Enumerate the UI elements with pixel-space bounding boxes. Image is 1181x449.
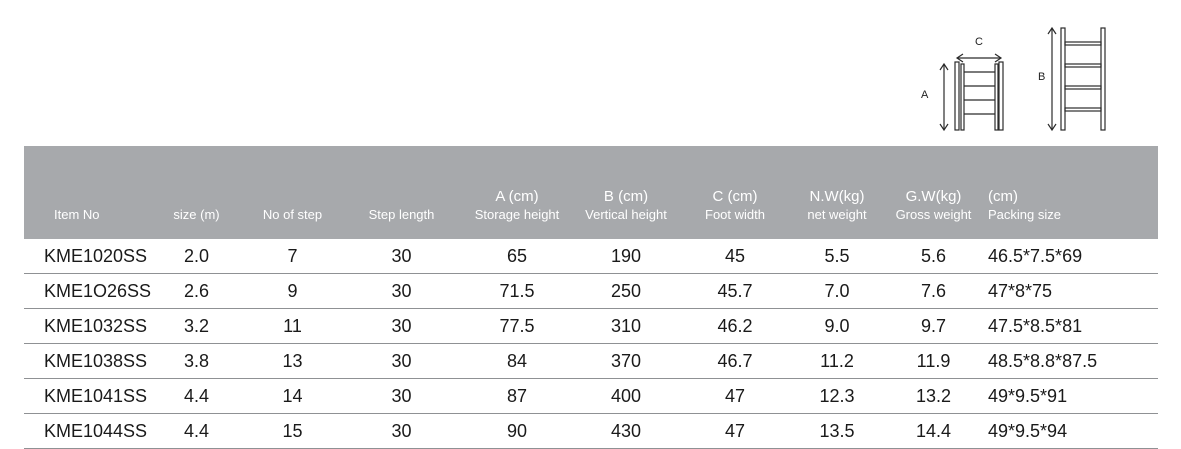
- header-item-no: Item No: [24, 146, 148, 239]
- table-row: [24, 239, 1158, 274]
- cell-storage-height: 71.5: [463, 274, 571, 309]
- cell-size: 4.4: [148, 414, 245, 449]
- cell-foot-width: 46.2: [681, 309, 789, 344]
- header-foot-width: C (cm) Foot width: [681, 146, 789, 239]
- open-step: [1065, 86, 1101, 89]
- header-size: size (m): [148, 146, 245, 239]
- cell-step-length: 30: [340, 414, 463, 449]
- cell-vertical-height: 310: [571, 309, 681, 344]
- cell-storage-height: 77.5: [463, 309, 571, 344]
- cell-vertical-height: 400: [571, 379, 681, 414]
- cell-vertical-height: 430: [571, 414, 681, 449]
- cell-steps: 11: [245, 309, 340, 344]
- cell-size: 3.2: [148, 309, 245, 344]
- table-row: [24, 344, 1158, 379]
- cell-vertical-height: 190: [571, 239, 681, 274]
- cell-item-no: KME1041SS: [24, 379, 148, 414]
- label-a: A: [921, 89, 929, 101]
- folded-rail-right: [999, 62, 1003, 130]
- cell-step-length: 30: [340, 344, 463, 379]
- cell-storage-height: 90: [463, 414, 571, 449]
- cell-net-weight: 5.5: [789, 239, 885, 274]
- header-step-length: Step length: [340, 146, 463, 239]
- ladder-diagram-svg: [915, 22, 1120, 134]
- folded-rail-left-inner: [961, 64, 964, 130]
- folded-rail-right-inner: [995, 64, 998, 130]
- cell-foot-width: 45: [681, 239, 789, 274]
- cell-steps: 9: [245, 274, 340, 309]
- folded-rail-left: [955, 62, 959, 130]
- header-storage-height: A (cm) Storage height: [463, 146, 571, 239]
- table-row: [24, 309, 1158, 344]
- cell-vertical-height: 250: [571, 274, 681, 309]
- cell-size: 4.4: [148, 379, 245, 414]
- header-net-weight: N.W(kg) net weight: [789, 146, 885, 239]
- label-b: B: [1038, 71, 1046, 83]
- cell-step-length: 30: [340, 239, 463, 274]
- header-gross-weight: G.W(kg) Gross weight: [885, 146, 982, 239]
- cell-item-no: KME1032SS: [24, 309, 148, 344]
- open-step: [1065, 64, 1101, 67]
- cell-net-weight: 12.3: [789, 379, 885, 414]
- cell-step-length: 30: [340, 309, 463, 344]
- cell-packing-size: 47.5*8.5*81: [982, 309, 1158, 344]
- table-row: [24, 414, 1158, 449]
- cell-packing-size: 49*9.5*91: [982, 379, 1158, 414]
- cell-net-weight: 9.0: [789, 309, 885, 344]
- cell-steps: 7: [245, 239, 340, 274]
- cell-storage-height: 65: [463, 239, 571, 274]
- header-vertical-height: B (cm) Vertical height: [571, 146, 681, 239]
- cell-step-length: 30: [340, 379, 463, 414]
- cell-foot-width: 47: [681, 379, 789, 414]
- cell-size: 2.0: [148, 239, 245, 274]
- cell-item-no: KME1O26SS: [24, 274, 148, 309]
- cell-vertical-height: 370: [571, 344, 681, 379]
- cell-steps: 14: [245, 379, 340, 414]
- cell-storage-height: 87: [463, 379, 571, 414]
- cell-packing-size: 48.5*8.8*87.5: [982, 344, 1158, 379]
- open-step: [1065, 108, 1101, 111]
- cell-step-length: 30: [340, 274, 463, 309]
- label-c: C: [975, 36, 983, 48]
- cell-net-weight: 13.5: [789, 414, 885, 449]
- cell-steps: 15: [245, 414, 340, 449]
- cell-item-no: KME1038SS: [24, 344, 148, 379]
- cell-item-no: KME1044SS: [24, 414, 148, 449]
- header-packing-size: (cm) Packing size: [982, 146, 1158, 239]
- cell-gross-weight: 9.7: [885, 309, 982, 344]
- cell-gross-weight: 14.4: [885, 414, 982, 449]
- cell-size: 2.6: [148, 274, 245, 309]
- ladder-dimension-diagram: [915, 22, 1120, 134]
- cell-size: 3.8: [148, 344, 245, 379]
- cell-foot-width: 45.7: [681, 274, 789, 309]
- cell-gross-weight: 13.2: [885, 379, 982, 414]
- header-steps: No of step: [245, 146, 340, 239]
- ladder-spec-table: [24, 146, 1158, 449]
- cell-foot-width: 47: [681, 414, 789, 449]
- open-step: [1065, 42, 1101, 45]
- cell-packing-size: 49*9.5*94: [982, 414, 1158, 449]
- cell-gross-weight: 5.6: [885, 239, 982, 274]
- table-row: [24, 379, 1158, 414]
- header-row: [24, 146, 1158, 239]
- table-row: [24, 274, 1158, 309]
- cell-packing-size: 47*8*75: [982, 274, 1158, 309]
- cell-gross-weight: 7.6: [885, 274, 982, 309]
- cell-item-no: KME1020SS: [24, 239, 148, 274]
- cell-steps: 13: [245, 344, 340, 379]
- cell-packing-size: 46.5*7.5*69: [982, 239, 1158, 274]
- cell-foot-width: 46.7: [681, 344, 789, 379]
- cell-net-weight: 7.0: [789, 274, 885, 309]
- cell-storage-height: 84: [463, 344, 571, 379]
- cell-net-weight: 11.2: [789, 344, 885, 379]
- cell-gross-weight: 11.9: [885, 344, 982, 379]
